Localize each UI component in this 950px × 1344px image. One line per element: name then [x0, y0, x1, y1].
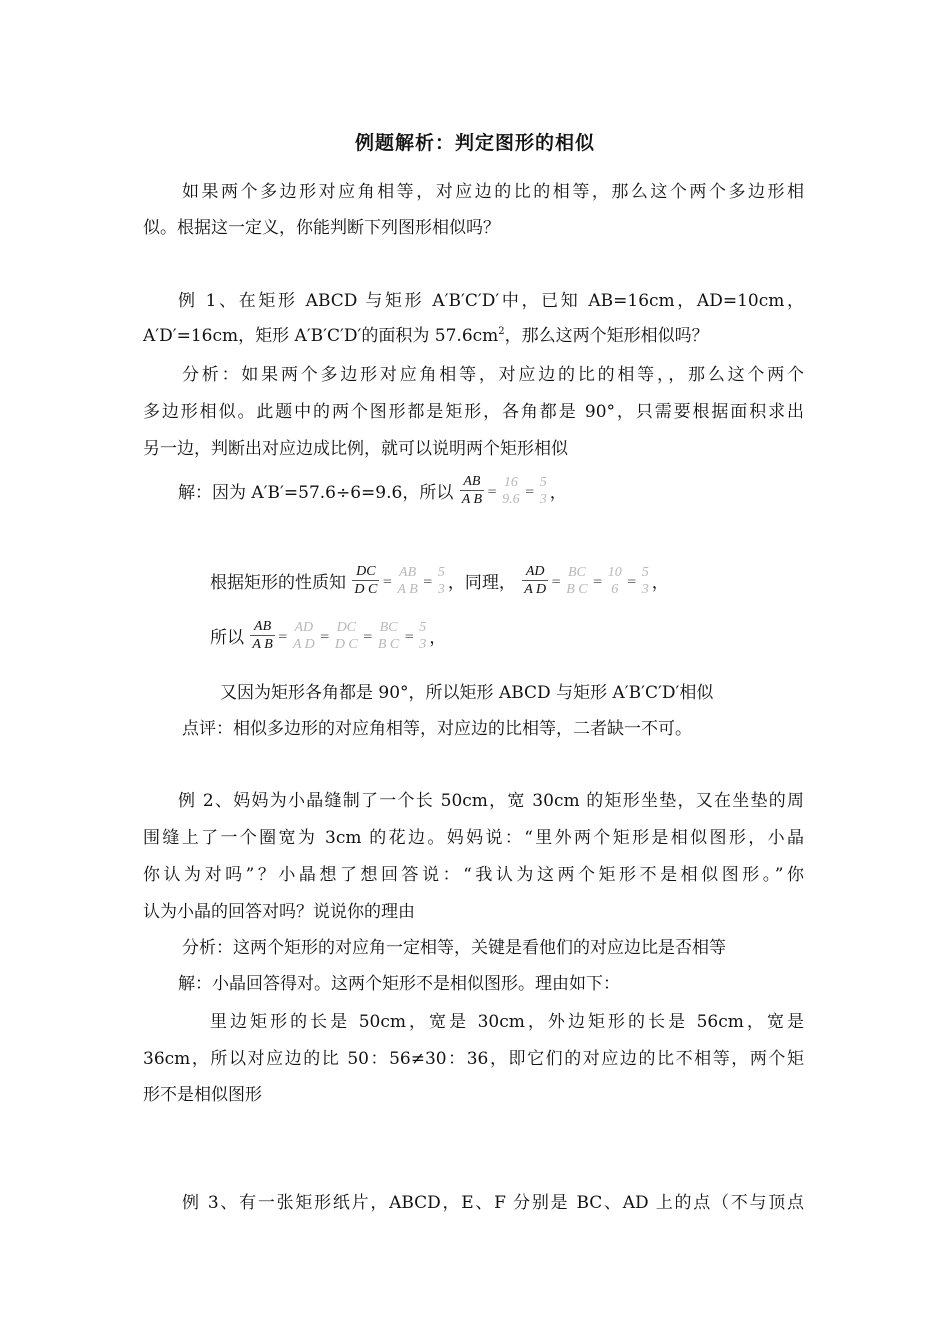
- fraction-bc-over-b1c1: BC B C: [566, 564, 588, 597]
- ex2-solution-line-1: 解：小晶回答得对。这两个矩形不是相似图形。理由如下：: [178, 974, 620, 994]
- ex1-question-line-2: A′D′=16cm，矩形 A′B′C′D′的面积为 $57.6cm^2$，那么这两个矩形相似吗？: [143, 326, 709, 346]
- ex2-solution-line-4: 形不是相似图形: [143, 1085, 262, 1105]
- fraction-ab-over-a1b1-faint: AB A B: [397, 564, 418, 597]
- fraction-5-over-3: 5 3: [437, 564, 445, 597]
- ex1-conclusion: 又因为矩形各角都是 90°，所以矩形 ABCD 与矩形 A′B′C′D′相似: [220, 683, 714, 703]
- fraction-5-over-3: 5 3: [419, 619, 427, 652]
- ex2-question-line-2: 围缝上了一个圈宽为 3cm 的花边。妈妈说：“里外两个矩形是相似图形，小晶: [143, 828, 804, 848]
- ex1-solution-line: 解：因为 A′B′=57.6÷6=9.6，所以 $\frac{AB}{\text{A B}}$ = 16 9.6 = 5 3 ，: [178, 474, 567, 507]
- intro-line-2: 似。根据这一定义，你能判断下列图形相似吗？: [143, 218, 500, 238]
- fraction-ab-over-a1b1: $\frac{AB}{\text{A B}}$: [461, 474, 483, 507]
- ex1-question-line-1: 例 1、在矩形 ABCD 与矩形 A′B′C′D′中，已知 AB=16cm，AD=10cm，: [178, 291, 804, 311]
- ex1-property-line: 根据矩形的性质知 $\frac{DC}{\text{D C}}$ = AB A B = 5 3 ，同理， $\frac{AD}{\text{A D}}$ = BC B C = 10 6 = 5 3 ，: [210, 564, 669, 597]
- ex2-solution-line-2: 里边矩形的长是 50cm，宽是 30cm，外边矩形的长是 56cm，宽是: [210, 1012, 804, 1032]
- ex1-comment: 点评：相似多边形的对应角相等，对应边的比相等，二者缺一不可。: [182, 719, 692, 739]
- page-title: 例题解析：判定图形的相似: [354, 132, 595, 154]
- fraction-dc-over-d1c1: $\frac{DC}{\text{D C}}$: [354, 564, 378, 597]
- intro-line-1: 如果两个多边形对应角相等，对应边的比的相等，那么这个两个多边形相: [182, 182, 804, 202]
- ex2-question-line-1: 例 2、妈妈为小晶缝制了一个长 50cm，宽 30cm 的矩形坐垫，又在坐垫的周: [178, 791, 804, 811]
- fraction-ad-over-a1d1: AD A D: [292, 619, 315, 652]
- fraction-bc-over-b1c1: BC B C: [377, 619, 400, 652]
- ex3-question-line-1: 例 3、有一张矩形纸片，ABCD，E、F 分别是 BC、AD 上的点（不与顶点: [182, 1193, 804, 1213]
- ex2-question-line-3: 你认为对吗”？小晶想了想回答说：“我认为这两个矩形不是相似图形。”你: [143, 865, 804, 885]
- fraction-ab-over-a1b1: $\frac{AB}{\text{A B}}$: [252, 619, 273, 652]
- ex1-analysis-line-3: 另一边，判断出对应边成比例，就可以说明两个矩形相似: [143, 439, 568, 459]
- ex1-so-line: 所以 $\frac{AB}{\text{A B}}$ = AD A D = DC D C = BC B C = 5 3 ，: [210, 619, 447, 652]
- fraction-16-over-9-6: 16 9.6: [502, 474, 520, 507]
- ex2-solution-line-3: 36cm，所以对应边的比 50：56≠30：36，即它们的对应边的比不相等，两个矩: [143, 1049, 804, 1069]
- fraction-10-over-6: 10 6: [607, 564, 622, 597]
- fraction-ad-over-a1d1: $\frac{AD}{\text{A D}}$: [524, 564, 547, 597]
- ex1-analysis-line-2: 多边形相似。此题中的两个图形都是矩形，各角都是 90°，只需要根据面积求出: [143, 402, 804, 422]
- ex2-analysis: 分析：这两个矩形的对应角一定相等，关键是看他们的对应边比是否相等: [182, 938, 726, 958]
- fraction-5-over-3: 5 3: [539, 474, 547, 507]
- fraction-dc-over-d1c1: DC D C: [334, 619, 358, 652]
- ex1-analysis-line-1: 分析：如果两个多边形对应角相等，对应边的比的相等，，那么这个两个: [182, 365, 804, 385]
- ex2-question-line-4: 认为小晶的回答对吗？说说你的理由: [143, 902, 415, 922]
- fraction-5-over-3: 5 3: [641, 564, 649, 597]
